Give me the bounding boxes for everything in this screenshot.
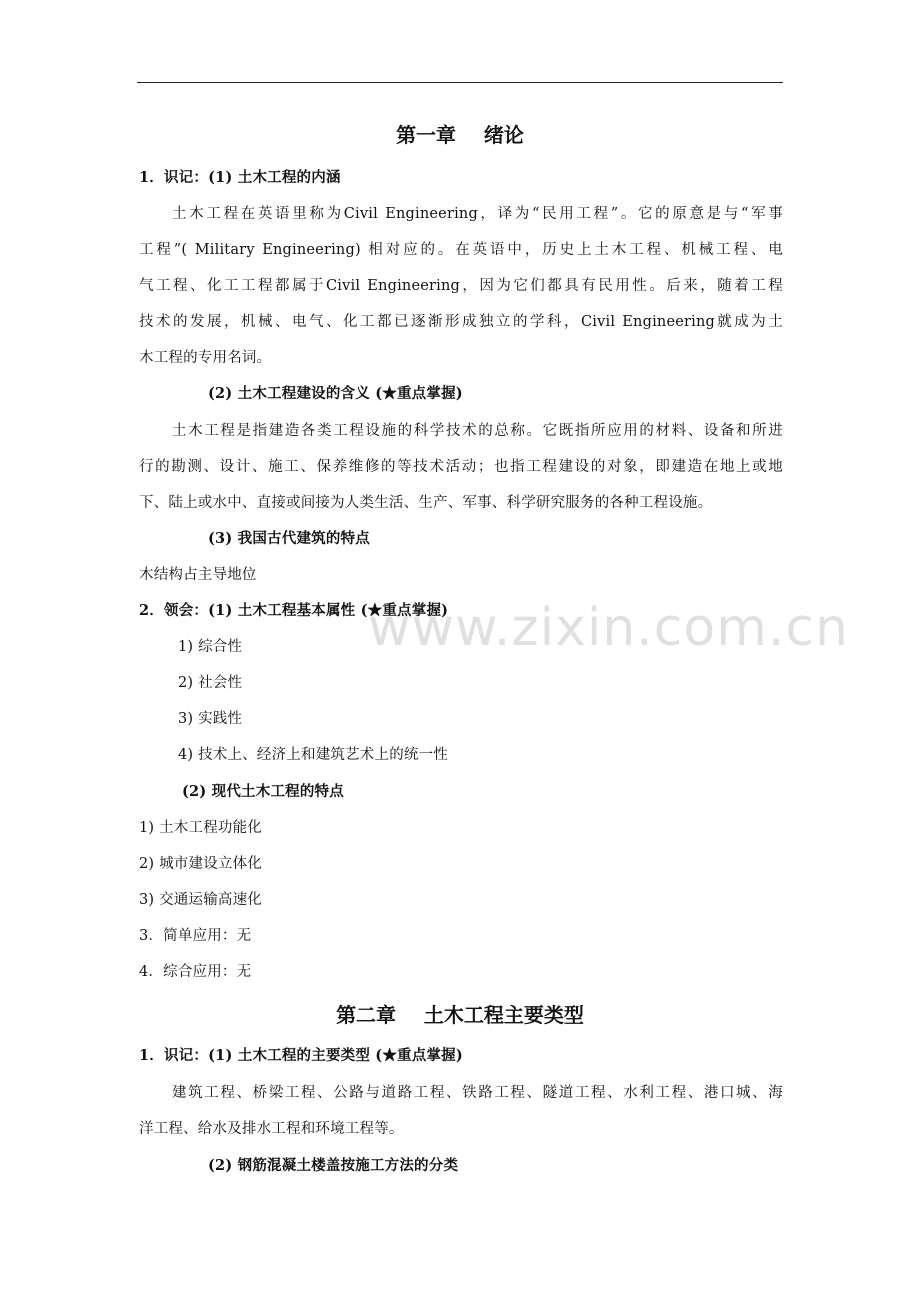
feature-item-3: 3) 交通运输高速化 bbox=[139, 892, 262, 908]
chapter-1-title: 第一章 绪论 bbox=[396, 123, 524, 147]
ch1-p1-line-1: 土木工程在英语里称为Civil Engineering，译为“民用工程”。它的原意是与“军事 bbox=[172, 206, 783, 222]
feature-item-1: 1) 土木工程功能化 bbox=[139, 820, 262, 836]
chapter-2-title: 第二章 土木工程主要类型 bbox=[336, 1003, 584, 1027]
ch1-section-2-heading: 2．领会：(1) 土木工程基本属性 (★重点掌握) bbox=[139, 602, 449, 619]
ch1-p1-line-5: 木工程的专用名词。 bbox=[139, 350, 272, 366]
ch2-p1-line-1: 建筑工程、桥梁工程、公路与道路工程、铁路工程、隧道工程、水利工程、港口城、海 bbox=[172, 1085, 783, 1101]
ch2-section-1-heading: 1．识记：(1) 土木工程的主要类型 (★重点掌握) bbox=[139, 1047, 463, 1064]
ch1-subheading-3: (3) 我国古代建筑的特点 bbox=[208, 530, 370, 547]
ch2-subheading-2: (2) 钢筋混凝土楼盖按施工方法的分类 bbox=[208, 1157, 459, 1174]
ch1-p1-line-2: 工程”( Military Engineering) 相对应的。在英语中，历史上土木工程、机械工程、电 bbox=[139, 242, 783, 258]
attribute-item-2: 2) 社会性 bbox=[178, 675, 243, 691]
ch2-p1-line-2: 洋工程、给水及排水工程和环境工程等。 bbox=[139, 1121, 404, 1137]
ch1-p1-line-3: 气工程、化工工程都属于Civil Engineering，因为它们都具有民用性。后来，随着工程 bbox=[139, 278, 783, 294]
ch1-p2-line-1: 土木工程是指建造各类工程设施的科学技术的总称。它既指所应用的材料、设备和所进 bbox=[172, 423, 783, 439]
header-rule bbox=[137, 82, 783, 83]
attribute-item-3: 3) 实践性 bbox=[178, 711, 243, 727]
ch1-section-1-heading: 1．识记：(1) 土木工程的内涵 bbox=[139, 169, 341, 186]
attribute-item-4: 4) 技术上、经济上和建筑艺术上的统一性 bbox=[178, 747, 448, 763]
feature-item-2: 2) 城市建设立体化 bbox=[139, 856, 262, 872]
watermark: www.zixin.com.cn bbox=[368, 598, 849, 658]
ch1-p3: 木结构占主导地位 bbox=[139, 567, 257, 583]
ch1-subheading-2: (2) 土木工程建设的含义 (★重点掌握) bbox=[208, 385, 463, 402]
ch1-p2-line-3: 下、陆上或水中、直接或间接为人类生活、生产、军事、科学研究服务的各种工程设施。 bbox=[139, 495, 713, 511]
attribute-item-1: 1) 综合性 bbox=[178, 639, 243, 655]
ch1-subheading-modern: (2) 现代土木工程的特点 bbox=[182, 783, 344, 800]
ch1-section-4: 4．综合应用：无 bbox=[139, 964, 252, 980]
ch1-section-3: 3．简单应用：无 bbox=[139, 928, 252, 944]
ch1-p2-line-2: 行的勘测、设计、施工、保养维修的等技术活动；也指工程建设的对象，即建造在地上或地 bbox=[139, 459, 783, 475]
ch1-p1-line-4: 技术的发展，机械、电气、化工都已逐渐形成独立的学科，Civil Engineering就成为土 bbox=[139, 314, 783, 330]
